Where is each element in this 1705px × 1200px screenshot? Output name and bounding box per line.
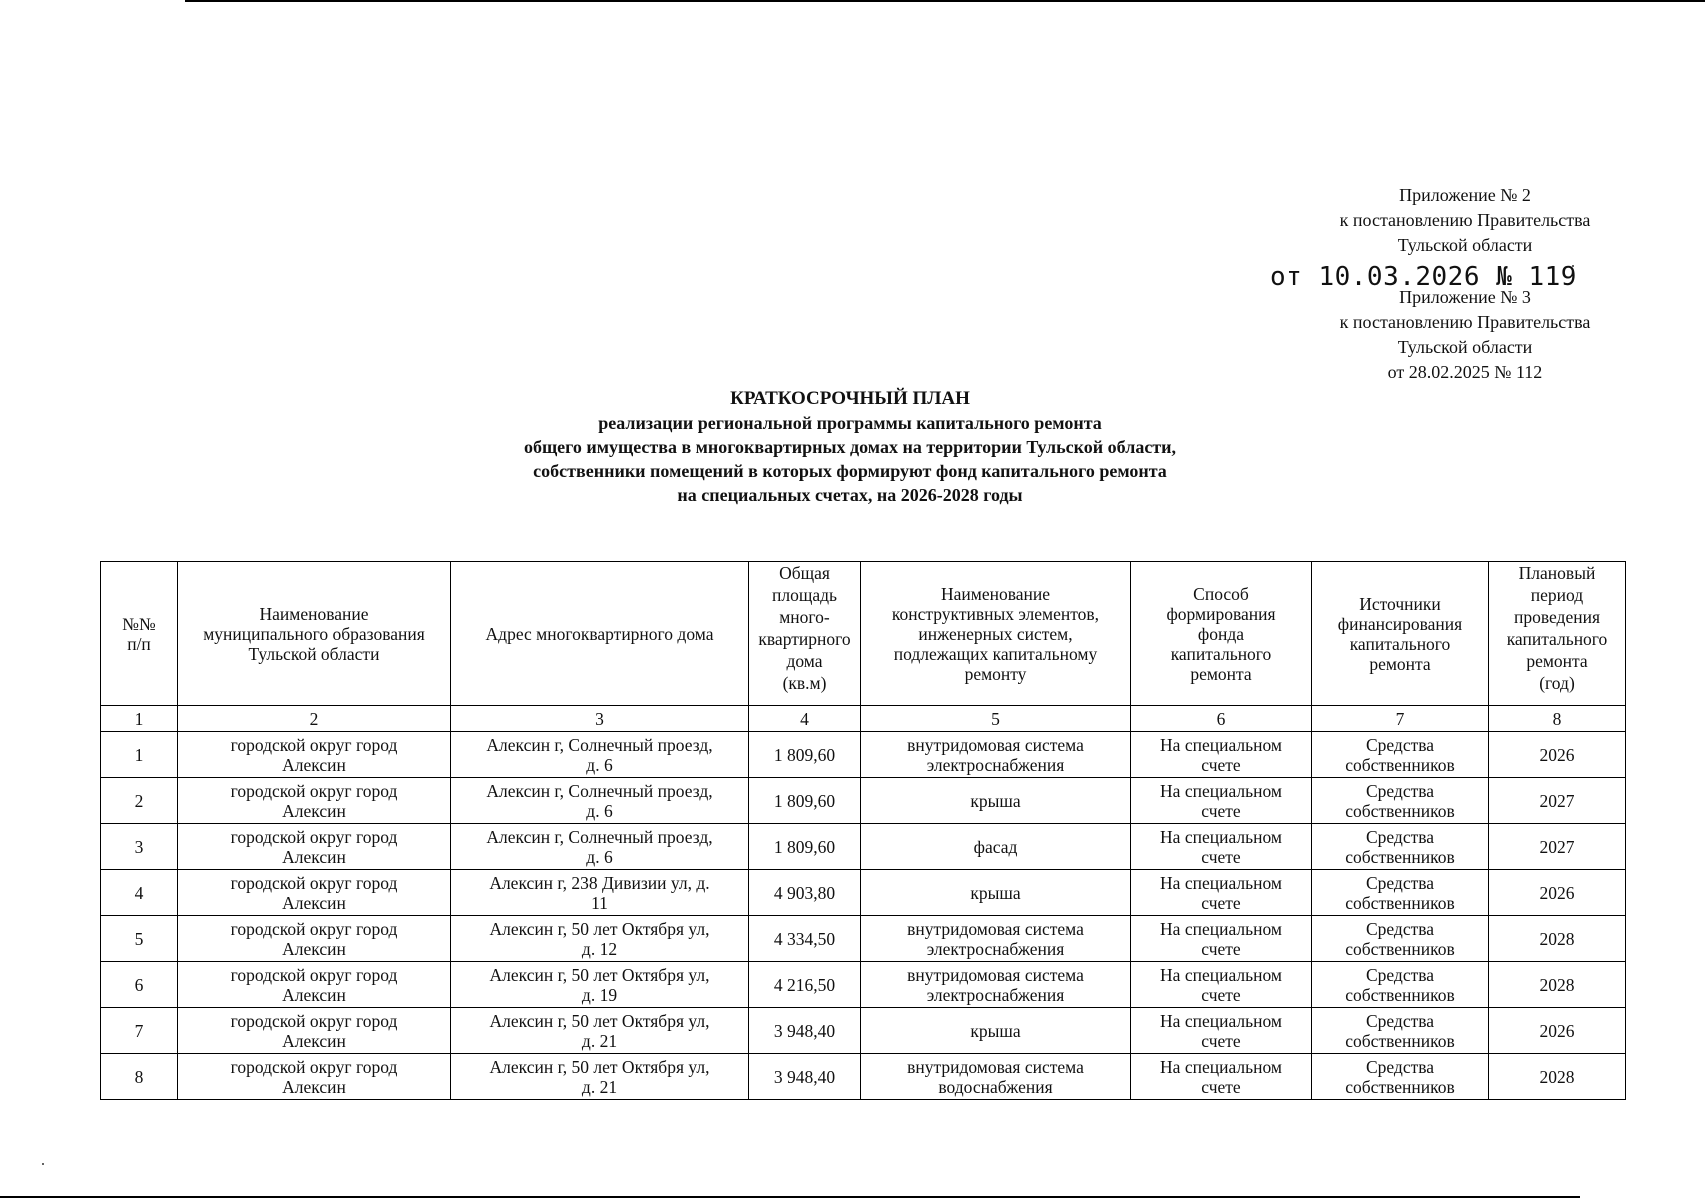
appendix-previous-line: Тульской области	[1397, 337, 1533, 357]
header-line: капитального	[1170, 643, 1272, 664]
cell-address	[451, 1008, 749, 1054]
table-row	[101, 824, 1626, 870]
cell-line: крыша	[970, 1020, 1021, 1041]
cell-line: внутридомовая система	[907, 1056, 1084, 1077]
cell-line: городской округ город	[230, 826, 398, 847]
header-line: Способ	[1193, 583, 1249, 604]
cell-address	[451, 962, 749, 1008]
cell-line: д. 21	[581, 1076, 618, 1097]
cell-address	[451, 732, 749, 778]
column-number: 6	[1131, 706, 1312, 732]
cell-line: д. 6	[586, 754, 613, 775]
header-line: капитального	[1506, 629, 1608, 649]
cell-line: собственников	[1345, 984, 1455, 1005]
table-row	[101, 1008, 1626, 1054]
cell-line: На специальном	[1160, 780, 1282, 801]
table-row	[101, 962, 1626, 1008]
cell-method	[1131, 1054, 1312, 1100]
cell-year: 2027	[1489, 824, 1626, 870]
cell-method	[1131, 824, 1312, 870]
cell-line: На специальном	[1160, 964, 1282, 985]
appendix-previous-line: Приложение № 3	[1399, 287, 1531, 307]
cell-line: Алексин г, Солнечный проезд,	[486, 826, 713, 847]
appendix-previous-line: от 28.02.2025 № 112	[1387, 362, 1543, 382]
cell-line: внутридомовая система	[907, 964, 1084, 985]
cell-method	[1131, 1008, 1312, 1054]
cell-line: городской округ город	[230, 964, 398, 985]
cell-element	[861, 870, 1131, 916]
appendix-previous-line: к постановлению Правительства	[1339, 312, 1591, 332]
header-line: муниципального образования	[203, 623, 425, 644]
cell-address	[451, 778, 749, 824]
cell-line: Алексин	[282, 754, 346, 775]
cell-line: электроснабжения	[926, 938, 1065, 959]
title-line: собственники помещений в которых формируют фонд капитального ремонта	[533, 461, 1167, 481]
cell-method	[1131, 962, 1312, 1008]
cell-source	[1312, 962, 1489, 1008]
table-row	[101, 916, 1626, 962]
column-number: 1	[101, 706, 178, 732]
cell-line: Алексин	[282, 800, 346, 821]
cell-line: Алексин	[282, 938, 346, 959]
cell-line: Алексин	[282, 1076, 346, 1097]
header-line: Адрес многоквартирного дома	[485, 623, 714, 644]
cell-number: 4	[101, 870, 178, 916]
cell-element	[861, 1054, 1131, 1100]
header-source	[1312, 562, 1489, 706]
cell-year: 2026	[1489, 870, 1626, 916]
scan-speck	[42, 1163, 44, 1165]
cell-source	[1312, 1008, 1489, 1054]
cell-line: городской округ город	[230, 872, 398, 893]
cell-method	[1131, 916, 1312, 962]
header-line: фонда	[1197, 623, 1245, 644]
cell-line: крыша	[970, 790, 1021, 811]
cell-municipality	[178, 916, 451, 962]
cell-element	[861, 824, 1131, 870]
cell-line: собственников	[1345, 800, 1455, 821]
header-line: ремонта	[1369, 653, 1431, 674]
cell-municipality	[178, 778, 451, 824]
column-number: 7	[1312, 706, 1489, 732]
title-main: КРАТКОСРОЧНЫЙ ПЛАН	[730, 388, 970, 409]
table-row	[101, 1054, 1626, 1100]
cell-line: счете	[1201, 984, 1241, 1005]
cell-source	[1312, 778, 1489, 824]
cell-line: На специальном	[1160, 872, 1282, 893]
cell-line: Алексин г, 50 лет Октября ул,	[489, 964, 710, 985]
header-line: ремонта	[1526, 651, 1588, 671]
header-method	[1131, 562, 1312, 706]
cell-line: собственников	[1345, 892, 1455, 913]
cell-line: собственников	[1345, 754, 1455, 775]
cell-line: Алексин	[282, 1030, 346, 1051]
cell-line: Алексин	[282, 892, 346, 913]
cell-line: д. 6	[586, 800, 613, 821]
header-line: (кв.м)	[782, 673, 827, 693]
appendix-current	[1300, 183, 1630, 258]
cell-municipality	[178, 1054, 451, 1100]
header-line: п/п	[127, 633, 151, 654]
cell-number: 5	[101, 916, 178, 962]
cell-line: городской округ город	[230, 1056, 398, 1077]
cell-year: 2026	[1489, 732, 1626, 778]
cell-line: На специальном	[1160, 1056, 1282, 1077]
cell-element	[861, 1008, 1131, 1054]
appendix-previous	[1300, 285, 1630, 385]
title-line: на специальных счетах, на 2026-2028 годы	[677, 485, 1023, 505]
cell-line: электроснабжения	[926, 754, 1065, 775]
cell-area: 1 809,60	[749, 732, 861, 778]
cell-municipality	[178, 824, 451, 870]
header-line: ремонту	[964, 663, 1027, 684]
cell-municipality	[178, 1008, 451, 1054]
cell-line: 11	[591, 892, 608, 913]
header-line: квартирного	[758, 629, 851, 649]
cell-source	[1312, 824, 1489, 870]
date-number-stamp: от 10.03.2026 № 119	[1270, 262, 1577, 292]
cell-line: фасад	[973, 836, 1018, 857]
cell-line: внутридомовая система	[907, 734, 1084, 755]
header-line: Тульской области	[248, 643, 380, 664]
cell-line: Алексин г, 50 лет Октября ул,	[489, 918, 710, 939]
cell-number: 2	[101, 778, 178, 824]
cell-source	[1312, 1054, 1489, 1100]
header-line: подлежащих капитальному	[893, 643, 1098, 664]
cell-method	[1131, 870, 1312, 916]
cell-line: собственников	[1345, 938, 1455, 959]
table-header-row	[101, 562, 1626, 706]
header-line: №№	[122, 613, 156, 634]
header-municipality	[178, 562, 451, 706]
cell-number: 1	[101, 732, 178, 778]
cell-method	[1131, 732, 1312, 778]
cell-area: 4 903,80	[749, 870, 861, 916]
cell-source	[1312, 732, 1489, 778]
cell-source	[1312, 916, 1489, 962]
cell-line: городской округ город	[230, 1010, 398, 1031]
cell-line: водоснабжения	[938, 1076, 1053, 1097]
cell-line: счете	[1201, 754, 1241, 775]
cell-line: собственников	[1345, 846, 1455, 867]
header-area	[749, 562, 861, 706]
header-line: площадь	[772, 585, 837, 605]
header-line: дома	[786, 651, 823, 671]
cell-year: 2028	[1489, 962, 1626, 1008]
cell-number: 6	[101, 962, 178, 1008]
cell-line: крыша	[970, 882, 1021, 903]
cell-line: счете	[1201, 1076, 1241, 1097]
column-number-row	[101, 706, 1626, 732]
appendix-current-line: Приложение № 2	[1399, 185, 1531, 205]
cell-line: Алексин г, 50 лет Октября ул,	[489, 1056, 710, 1077]
column-number: 5	[861, 706, 1131, 732]
cell-element	[861, 962, 1131, 1008]
cell-line: На специальном	[1160, 826, 1282, 847]
cell-line: д. 21	[581, 1030, 618, 1051]
cell-line: Средства	[1365, 780, 1435, 801]
header-line: капитального	[1349, 633, 1451, 654]
document-title	[330, 387, 1370, 507]
header-elements	[861, 562, 1131, 706]
cell-municipality	[178, 732, 451, 778]
header-period	[1489, 562, 1626, 706]
cell-area: 1 809,60	[749, 824, 861, 870]
header-line: инженерных систем,	[918, 623, 1073, 644]
scan-border-top	[185, 0, 1705, 2]
header-line: формирования	[1166, 603, 1276, 624]
cell-year: 2028	[1489, 916, 1626, 962]
table-row	[101, 732, 1626, 778]
cell-method	[1131, 778, 1312, 824]
cell-address	[451, 870, 749, 916]
cell-line: Алексин г, 50 лет Октября ул,	[489, 1010, 710, 1031]
header-line: период	[1530, 585, 1584, 605]
column-number: 4	[749, 706, 861, 732]
cell-line: Средства	[1365, 826, 1435, 847]
header-line: финансирования	[1337, 613, 1463, 634]
cell-line: Алексин г, Солнечный проезд,	[486, 734, 713, 755]
header-number	[101, 562, 178, 706]
cell-element	[861, 732, 1131, 778]
cell-line: внутридомовая система	[907, 918, 1084, 939]
cell-line: д. 19	[581, 984, 618, 1005]
cell-line: Алексин	[282, 846, 346, 867]
title-line: реализации региональной программы капитального ремонта	[598, 413, 1102, 433]
column-number: 2	[178, 706, 451, 732]
cell-line: городской округ город	[230, 734, 398, 755]
cell-line: На специальном	[1160, 1010, 1282, 1031]
scan-border-bottom	[0, 1196, 1580, 1198]
cell-number: 7	[101, 1008, 178, 1054]
cell-line: Средства	[1365, 964, 1435, 985]
cell-address	[451, 824, 749, 870]
cell-line: Средства	[1365, 918, 1435, 939]
cell-area: 4 216,50	[749, 962, 861, 1008]
cell-source	[1312, 870, 1489, 916]
header-line: Наименование	[940, 583, 1051, 604]
header-address	[451, 562, 749, 706]
cell-area: 3 948,40	[749, 1054, 861, 1100]
table-row	[101, 778, 1626, 824]
cell-line: счете	[1201, 938, 1241, 959]
cell-line: Алексин г, 238 Дивизии ул, д.	[489, 872, 710, 893]
appendix-current-line: к постановлению Правительства	[1339, 210, 1591, 230]
cell-line: На специальном	[1160, 918, 1282, 939]
cell-line: счете	[1201, 1030, 1241, 1051]
cell-element	[861, 916, 1131, 962]
cell-line: собственников	[1345, 1030, 1455, 1051]
cell-line: Средства	[1365, 734, 1435, 755]
cell-area: 3 948,40	[749, 1008, 861, 1054]
cell-number: 3	[101, 824, 178, 870]
header-line: Наименование	[259, 603, 369, 624]
cell-year: 2027	[1489, 778, 1626, 824]
cell-line: На специальном	[1160, 734, 1282, 755]
cell-year: 2028	[1489, 1054, 1626, 1100]
appendix-current-line: Тульской области	[1397, 235, 1533, 255]
header-line: Общая	[779, 563, 830, 583]
cell-address	[451, 1054, 749, 1100]
cell-line: собственников	[1345, 1076, 1455, 1097]
cell-year: 2026	[1489, 1008, 1626, 1054]
plan-table	[100, 561, 1626, 1100]
table-row	[101, 870, 1626, 916]
header-line: (год)	[1539, 673, 1575, 693]
cell-line: д. 12	[581, 938, 618, 959]
cell-line: счете	[1201, 846, 1241, 867]
cell-line: счете	[1201, 800, 1241, 821]
cell-municipality	[178, 870, 451, 916]
header-line: ремонта	[1190, 663, 1252, 684]
cell-line: городской округ город	[230, 780, 398, 801]
title-line: общего имущества в многоквартирных домах на территории Тульской области,	[523, 437, 1177, 457]
cell-line: Алексин	[282, 984, 346, 1005]
cell-address	[451, 916, 749, 962]
cell-line: Средства	[1365, 872, 1435, 893]
header-line: много-	[779, 607, 830, 627]
header-line: Источники	[1359, 593, 1441, 614]
cell-area: 1 809,60	[749, 778, 861, 824]
cell-area: 4 334,50	[749, 916, 861, 962]
cell-municipality	[178, 962, 451, 1008]
cell-element	[861, 778, 1131, 824]
column-number: 3	[451, 706, 749, 732]
cell-number: 8	[101, 1054, 178, 1100]
header-line: Плановый	[1518, 563, 1596, 583]
cell-line: Средства	[1365, 1010, 1435, 1031]
cell-line: д. 6	[586, 846, 613, 867]
cell-line: Средства	[1365, 1056, 1435, 1077]
cell-line: городской округ город	[230, 918, 398, 939]
column-number: 8	[1489, 706, 1626, 732]
cell-line: счете	[1201, 892, 1241, 913]
cell-line: Алексин г, Солнечный проезд,	[486, 780, 713, 801]
header-line: проведения	[1513, 607, 1600, 627]
header-line: конструктивных элементов,	[891, 603, 1100, 624]
cell-line: электроснабжения	[926, 984, 1065, 1005]
